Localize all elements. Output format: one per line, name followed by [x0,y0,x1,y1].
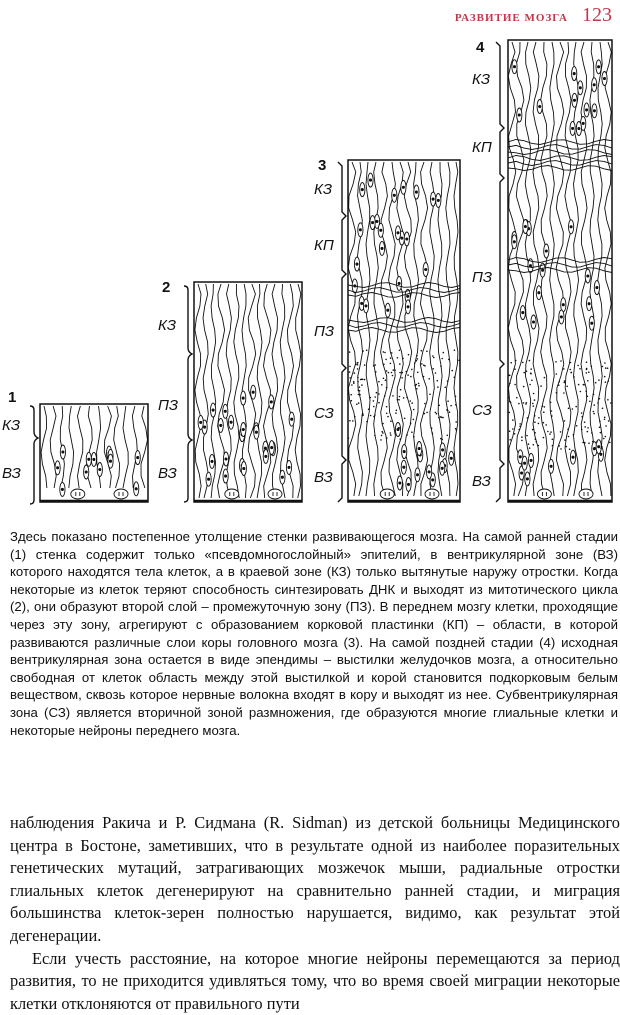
zone-label: КЗ [158,317,177,334]
zone-label: СЗ [314,405,334,422]
stage-number: 2 [162,279,171,296]
zone-label: КЗ [472,71,491,88]
paragraph: наблюдения Ракича и Р. Сидмана (R. Sidman) из детской больницы Медицинского центра в Бостоне, заметивших, что в результате одной из наиболее поразительных генетических мутаций, затрагивающих мозжечок мыши, радиальные отростки глиальных клеток дегенерируют на сравнительно ранней стадии, и миграция большинства клеток-зерен полностью нарушается, видимо, как результат этой дегенерации. [10,813,620,945]
zone-label: ПЗ [472,269,493,286]
zone-label: КП [472,139,492,156]
stage-number: 3 [318,157,327,174]
figure-caption: Здесь показано постепенное утолщение стенки развивающегося мозга. На самой ранней стадии (1) стенка содержит только «псевдомногослойный» эпителий, в вентрикулярной зоне (ВЗ) которого находятся тела клеток, а в краевой зоне (КЗ) только вытянутые наружу отростки. Когда некоторые из клеток теряют способность синтезировать ДНК и выходят из митотического цикла (2), они образуют второй слой – промежуточную зону (ПЗ). В переднем мозгу клетки, проходящие через эту зону, агрегируют с образованием корковой пластинки (КП) – области, в которой развиваются различные слои коры головного мозга (3). На самой поздней стадии (4) исходная вентрикулярная зона остается в виде эпендимы – выстилки желудочков мозга, а относительно свободная от клеток область между этой выстилкой и корой становится подкорковым белым веществом, сквозь которое нервные волокна входят в кору и выходят из нее. Субвентрикулярная зона (СЗ) является вторичной зоной размножения, где образуются многие глиальные клетки и некоторые нейроны переднего мозга. [10,529,618,738]
zone-label: КП [314,237,334,254]
stage-3-diagram [314,157,460,502]
stage-2-diagram [158,279,302,502]
page-header [455,4,612,27]
zone-label: СЗ [472,402,492,419]
stage-number: 4 [476,39,485,56]
page-number: 123 [582,4,612,26]
stage-number: 1 [8,389,17,406]
zone-label: КЗ [314,181,333,198]
zone-label: ВЗ [472,473,491,490]
running-head: РАЗВИТИЕ МОЗГА [454,12,568,24]
brain-wall-figure [0,30,620,510]
zone-label: КЗ [2,417,21,434]
zone-label: ВЗ [314,469,333,486]
paragraph: Если учесть расстояние, на которое многие нейроны перемещаются за период развития, то не приходится удивляться тому, что во время своей миграции некоторые клетки отклоняются от правильного пути [10,948,620,1013]
zone-label: ПЗ [158,397,179,414]
body-text [10,812,620,1015]
zone-label: ВЗ [2,465,21,482]
stage-4-diagram [472,39,612,502]
zone-label: ПЗ [314,323,335,340]
zone-label: ВЗ [158,465,177,482]
stage-1-diagram [2,389,148,504]
